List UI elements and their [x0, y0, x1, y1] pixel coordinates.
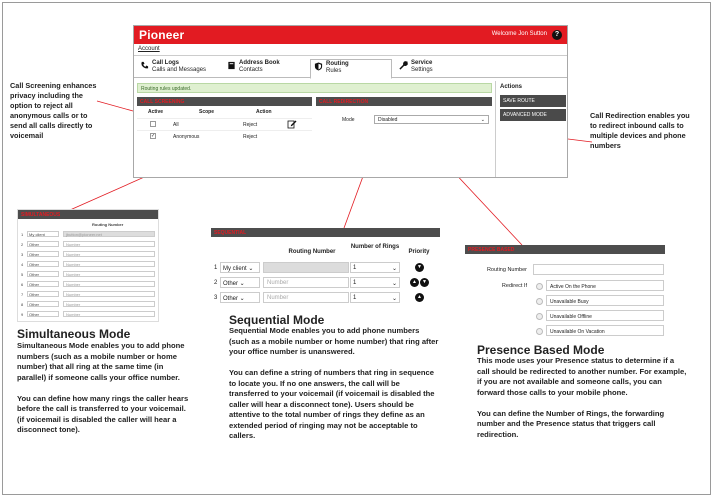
number-type-select[interactable]: Other: [27, 311, 59, 317]
redirection-mode-label: Mode: [342, 117, 355, 123]
routing-number-header: Routing Number: [288, 249, 336, 255]
routing-number-input[interactable]: Number: [263, 277, 349, 288]
active-checkbox[interactable]: ✓: [151, 133, 156, 139]
call-redirection-callout: Call Redirection enables you to redirect inbound calls to multiple devices and phone numbers: [590, 111, 690, 150]
table-row: [211, 276, 440, 290]
shield-icon: [314, 62, 323, 71]
row-number: 4: [21, 262, 24, 267]
app-title: Pioneer: [139, 28, 185, 42]
number-type-select[interactable]: Other: [27, 281, 59, 287]
number-type-select[interactable]: Other: [27, 261, 59, 267]
rings-header: Number of Rings: [350, 244, 400, 250]
row-number: 2: [214, 280, 218, 286]
presence-header: [465, 245, 665, 254]
option-radio[interactable]: [536, 298, 543, 305]
account-link[interactable]: Account: [138, 46, 160, 52]
table-row: [18, 300, 158, 309]
routing-number-input[interactable]: Number: [63, 251, 155, 257]
sequential-title: Sequential Mode: [229, 313, 325, 327]
row-number: 1: [21, 232, 24, 237]
scope-value: Anonymous: [173, 134, 200, 140]
move-up-icon[interactable]: ▲: [415, 293, 424, 302]
advanced-mode-button[interactable]: ADVANCED MODE: [500, 109, 566, 121]
action-value: Reject: [243, 122, 258, 128]
table-row: [18, 280, 158, 289]
row-number: 8: [21, 302, 24, 307]
tab-call-logs-title: Call Logs: [152, 60, 180, 66]
tab-routing-subtitle: Rules: [326, 68, 342, 74]
rings-select[interactable]: 1 ⌄: [350, 292, 400, 303]
welcome-user-menu[interactable]: Welcome Jon Sutton: [491, 31, 547, 37]
account-bar: [134, 44, 567, 56]
option-radio[interactable]: [536, 283, 543, 290]
col-active: Active: [148, 109, 164, 115]
wrench-icon: [399, 61, 408, 70]
call-redirection-header: [316, 97, 492, 106]
presence-para-1-b: and someone calls, you can forward those calls to your mobile phone.: [477, 377, 662, 397]
row-number: 9: [21, 312, 24, 317]
routing-number-input[interactable]: Number: [63, 291, 155, 297]
table-row: [18, 240, 158, 249]
presence-heading: PRESENCE BASED: [468, 247, 515, 253]
row-number: 3: [21, 252, 24, 257]
sequential-heading: SEQUENTIAL: [214, 230, 247, 236]
action-value: Reject: [243, 134, 258, 140]
routing-number-input[interactable]: Number: [263, 292, 349, 303]
routing-number-input[interactable]: [263, 262, 349, 273]
routing-number-input[interactable]: Number: [63, 311, 155, 317]
number-type-select[interactable]: Other ⌄: [220, 292, 260, 303]
table-row: [211, 261, 440, 275]
routing-number-input[interactable]: Number: [63, 301, 155, 307]
active-checkbox[interactable]: [150, 121, 156, 127]
tab-service-title: Service: [411, 60, 433, 66]
redirection-mode-value: Disabled: [378, 117, 398, 123]
connector-screening: [97, 101, 133, 111]
presence-option[interactable]: Unavailable Busy: [546, 295, 664, 306]
routing-number-header: Routing Number: [92, 222, 124, 227]
presence-option[interactable]: Unavailable On Vacation: [546, 325, 664, 336]
number-type-value: My client: [223, 266, 247, 272]
main-tabs: [134, 56, 567, 78]
number-type-select[interactable]: Other ⌄: [220, 277, 260, 288]
simultaneous-heading: SIMULTANEOUS: [21, 212, 61, 218]
routing-number-input[interactable]: [533, 264, 664, 275]
tab-address-book[interactable]: [224, 59, 306, 78]
tab-address-book-subtitle: Contacts: [239, 67, 263, 73]
tab-routing-title: Routing: [326, 61, 349, 67]
presence-para-1: [477, 356, 687, 398]
table-row: [211, 291, 440, 305]
simultaneous-para-2: You can define how many rings the caller hears before the call is transferred to your voicemail. (if voicemail is disabled the caller will hear a disconnect tone).: [17, 393, 189, 434]
phone-icon: [140, 61, 149, 70]
scope-value: All: [173, 122, 179, 128]
help-icon[interactable]: ?: [552, 30, 562, 40]
sequential-para-2: You can define a string of numbers that ring in sequence to locate you. If no one answers, the call will be transferred to your voicemail (if voicemail is disabled the caller will hear a disconnect tone). Users should be attentive to the total number of rings they define as an extended period of ringing may not be acceptable to callers.: [229, 368, 435, 440]
tab-address-book-title: Address Book: [239, 60, 280, 66]
move-down-icon[interactable]: ▼: [415, 263, 424, 272]
book-icon: [227, 61, 236, 70]
edit-icon[interactable]: [287, 119, 297, 129]
call-screening-header: [137, 97, 312, 106]
rings-select[interactable]: 1 ⌄: [350, 262, 400, 273]
table-row: [18, 310, 158, 319]
simultaneous-para-1: Simultaneous Mode enables you to add phone numbers (such as a mobile number or home number) that all ring at the same time (in parallel) if someone calls your office number.: [17, 341, 185, 382]
routing-number-input[interactable]: Number: [63, 241, 155, 247]
sequential-header: [211, 228, 440, 237]
rings-value: 1: [353, 295, 357, 301]
number-type-select[interactable]: My client ⌄: [220, 262, 260, 273]
row-number: 7: [21, 292, 24, 297]
redirection-mode-select[interactable]: [374, 115, 489, 124]
number-type-value: Other: [223, 296, 239, 302]
routing-number-label: Routing Number: [486, 267, 527, 273]
actions-title: Actions: [500, 84, 523, 90]
tab-routing[interactable]: [310, 59, 392, 79]
pioneer-app-window: [133, 25, 568, 178]
rings-value: 1: [353, 280, 357, 286]
row-number: 6: [21, 282, 24, 287]
call-redirection-heading: CALL REDIRECTION: [319, 99, 369, 105]
status-message: Routing rules updated.: [137, 83, 492, 93]
table-row: [18, 290, 158, 299]
move-up-icon[interactable]: ▲: [410, 278, 419, 287]
sequential-para-1: Sequential Mode enables you to add phone numbers (such as a mobile number or home number) that ring after your office number is unanswered.: [229, 326, 439, 356]
number-type-select[interactable]: Other: [27, 241, 59, 247]
call-screening-heading: CALL SCREENING: [140, 99, 185, 105]
sequential-description: [229, 326, 439, 452]
simultaneous-panel: [17, 209, 159, 322]
col-scope: Scope: [199, 109, 215, 115]
redirect-if-label: Redirect If: [501, 283, 527, 289]
number-type-select[interactable]: My client: [27, 231, 59, 237]
number-type-select[interactable]: Other: [27, 251, 59, 257]
move-down-icon[interactable]: ▼: [420, 278, 429, 287]
routing-number-input[interactable]: Number: [63, 271, 155, 277]
number-type-select[interactable]: Other: [27, 301, 59, 307]
tab-service-subtitle: Settings: [411, 67, 433, 73]
number-type-value: Other: [223, 281, 239, 287]
table-row: [137, 130, 312, 142]
routing-number-input[interactable]: Number: [63, 281, 155, 287]
presence-panel: [465, 245, 665, 339]
call-screening-table: [137, 106, 312, 142]
row-number: 3: [214, 295, 218, 301]
presence-option[interactable]: Active On the Phone: [546, 280, 664, 291]
call-screening-callout: Call Screening enhances privacy including the option to reject all anonymous calls or to send all calls directly to voicemail: [10, 81, 97, 140]
number-type-select[interactable]: Other: [27, 291, 59, 297]
table-header: [137, 106, 312, 118]
tab-call-logs-subtitle: Calls and Messages: [152, 67, 207, 73]
simultaneous-title: Simultaneous Mode: [17, 327, 131, 341]
option-radio[interactable]: [536, 313, 543, 320]
routing-number-input[interactable]: Number: [63, 261, 155, 267]
app-header: [134, 26, 567, 44]
rings-value: 1: [353, 265, 357, 271]
sequential-panel: [211, 228, 440, 310]
rings-select[interactable]: 1 ⌄: [350, 277, 400, 288]
presence-para-1-bold: not available: [512, 377, 559, 386]
save-route-button[interactable]: SAVE ROUTE: [500, 95, 566, 107]
presence-para-1-a: This mode uses your Presence status to determine if a call should be redirected to another number. For example, if you are: [477, 356, 687, 386]
row-number: 2: [21, 242, 24, 247]
table-row: [18, 250, 158, 259]
tab-service[interactable]: [396, 59, 478, 78]
option-radio[interactable]: [536, 328, 543, 335]
presence-description: [477, 356, 687, 451]
row-number: 1: [214, 265, 218, 271]
simultaneous-header: [18, 210, 158, 219]
actions-panel: [495, 81, 568, 178]
simultaneous-description: [17, 341, 189, 446]
col-action: Action: [256, 109, 272, 115]
routing-number-input[interactable]: jbutton@pioneer.net: [63, 231, 155, 237]
presence-para-2: You can define the Number of Rings, the forwarding number and the Presence status that triggers call redirection.: [477, 408, 665, 439]
table-row: [137, 118, 312, 130]
number-type-select[interactable]: Other: [27, 271, 59, 277]
chevron-down-icon: ⌄: [480, 117, 485, 123]
table-row: [18, 230, 158, 239]
table-row: [18, 260, 158, 269]
table-row: [18, 270, 158, 279]
presence-title: Presence Based Mode: [477, 343, 605, 357]
priority-header: Priority: [408, 249, 430, 255]
row-number: 5: [21, 272, 24, 277]
presence-option[interactable]: Unavailable Offline: [546, 310, 664, 321]
tab-call-logs[interactable]: [137, 59, 219, 78]
